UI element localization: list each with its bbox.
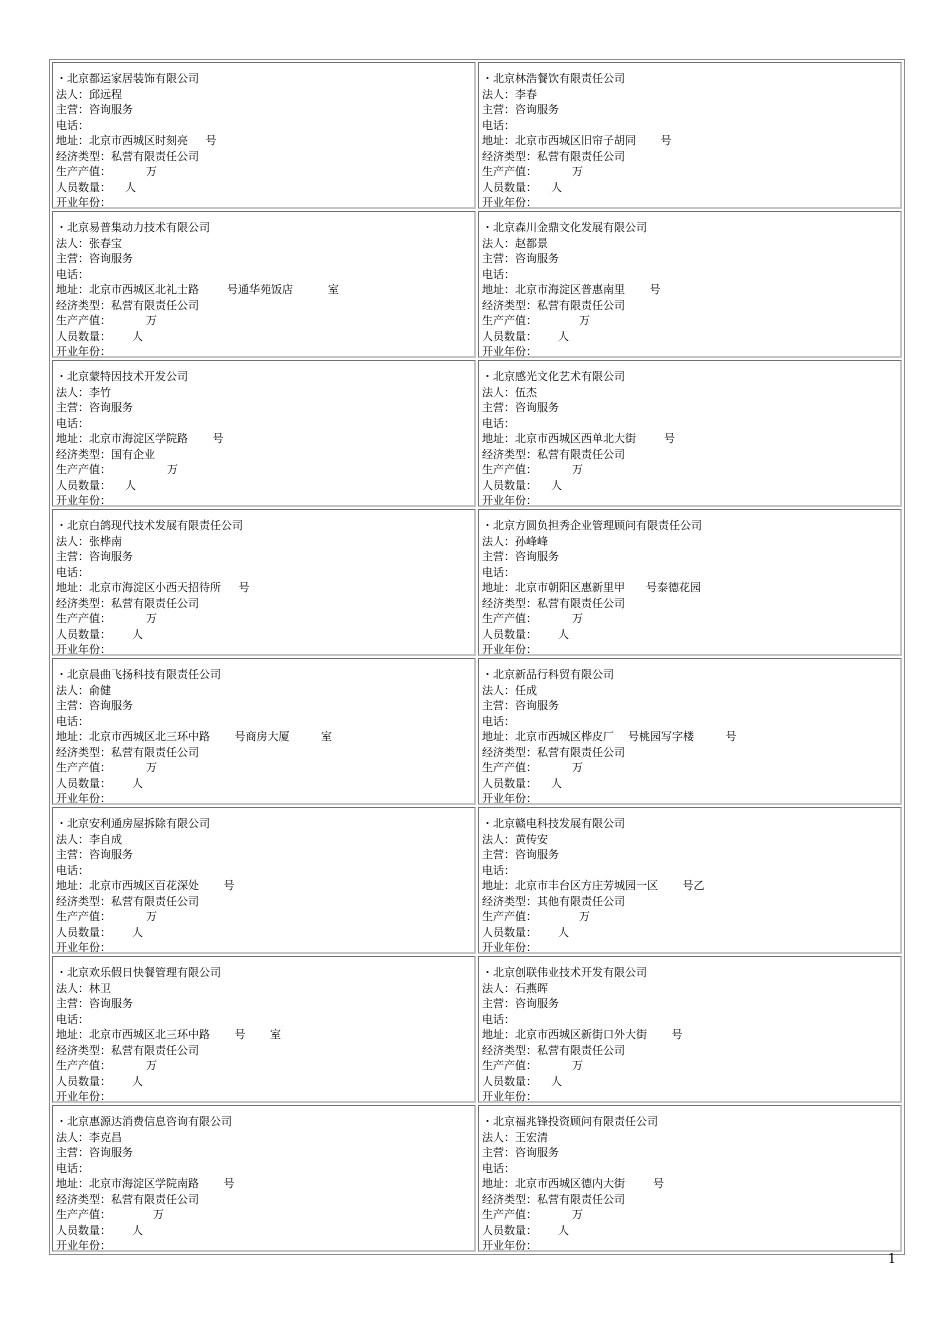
economic-type: 经济类型：私营有限责任公司 [56, 1043, 199, 1057]
page-number: 1 [887, 1252, 896, 1267]
legal-person: 法人：李克昌 [56, 1130, 122, 1144]
phone: 电话： [482, 863, 515, 877]
staff-count: 人员数量： 人 [56, 329, 143, 343]
economic-type: 经济类型：私营有限责任公司 [482, 298, 625, 312]
company-name: ・北京赣电科技发展有限公司 [482, 817, 625, 830]
opening-year: 开业年份： [56, 196, 111, 209]
legal-person: 法人：赵都景 [482, 236, 548, 250]
production-output: 生产产值： 万 [56, 761, 157, 774]
main-business: 主营：咨询服务 [482, 401, 559, 414]
staff-count: 人员数量： 人 [482, 180, 562, 194]
economic-type: 经济类型：私营有限责任公司 [56, 149, 199, 163]
opening-year: 开业年份： [482, 1239, 537, 1252]
production-output: 生产产值： 万 [482, 314, 590, 327]
economic-type: 经济类型：私营有限责任公司 [482, 149, 625, 163]
phone: 电话： [56, 863, 89, 877]
opening-year: 开业年份： [56, 643, 111, 656]
main-business: 主营：咨询服务 [56, 103, 133, 116]
legal-person: 法人：孙峰峰 [482, 534, 548, 548]
economic-type: 经济类型：私营有限责任公司 [56, 1192, 199, 1206]
phone: 电话： [482, 267, 515, 281]
company-entry [52, 62, 476, 209]
company-entry [478, 360, 902, 507]
legal-person: 法人：邱远程 [56, 87, 122, 101]
staff-count: 人员数量： 人 [56, 180, 136, 194]
staff-count: 人员数量： 人 [482, 478, 562, 492]
phone: 电话： [56, 1161, 89, 1175]
staff-count: 人员数量： 人 [482, 776, 562, 790]
address: 地址：北京市西城区时刻亮 号 [56, 134, 217, 147]
phone: 电话： [56, 118, 89, 132]
company-name: ・北京惠源达消费信息咨询有限公司 [56, 1115, 232, 1128]
company-entry [478, 211, 902, 358]
company-entry [478, 509, 902, 656]
phone: 电话： [482, 118, 515, 132]
production-output: 生产产值： 万 [56, 1208, 164, 1221]
address: 地址：北京市西城区德内大街 号 [482, 1177, 664, 1190]
economic-type: 经济类型：私营有限责任公司 [56, 894, 199, 908]
main-business: 主营：咨询服务 [56, 997, 133, 1010]
economic-type: 经济类型：国有企业 [56, 447, 155, 461]
company-name: ・北京欢乐假日快餐管理有限公司 [56, 966, 221, 979]
opening-year: 开业年份： [482, 1090, 537, 1103]
company-name: ・北京晨曲飞扬科技有限责任公司 [56, 668, 221, 681]
economic-type: 经济类型：私营有限责任公司 [482, 1192, 625, 1206]
table-row [51, 210, 903, 359]
phone: 电话： [56, 565, 89, 579]
address: 地址：北京市海淀区学院南路 号 [56, 1177, 235, 1190]
staff-count: 人员数量： 人 [56, 925, 143, 939]
opening-year: 开业年份： [56, 345, 111, 358]
staff-count: 人员数量： 人 [56, 627, 143, 641]
company-entry [478, 956, 902, 1103]
production-output: 生产产值： 万 [482, 1059, 583, 1072]
address: 地址：北京市西城区旧帘子胡同 号 [482, 134, 672, 147]
production-output: 生产产值： 万 [482, 1208, 583, 1221]
company-entry [478, 807, 902, 954]
opening-year: 开业年份： [482, 792, 537, 805]
economic-type: 经济类型：私营有限责任公司 [482, 447, 625, 461]
staff-count: 人员数量： 人 [482, 925, 569, 939]
address: 地址：北京市西城区桦皮厂 号桃园写字楼 号 [482, 730, 737, 743]
production-output: 生产产值： 万 [56, 463, 178, 476]
legal-person: 法人：任成 [482, 683, 537, 697]
production-output: 生产产值： 万 [56, 910, 157, 923]
legal-person: 法人：王宏清 [482, 1130, 548, 1144]
staff-count: 人员数量： 人 [482, 329, 569, 343]
table-row [51, 1104, 903, 1253]
production-output: 生产产值： 万 [482, 910, 590, 923]
main-business: 主营：咨询服务 [56, 401, 133, 414]
address: 地址：北京市西城区新街口外大街 号 [482, 1028, 683, 1041]
company-name: ・北京感光文化艺术有限公司 [482, 370, 625, 383]
opening-year: 开业年份： [56, 941, 111, 954]
staff-count: 人员数量： 人 [56, 1074, 143, 1088]
company-entry [52, 956, 476, 1103]
phone: 电话： [56, 416, 89, 430]
economic-type: 经济类型：私营有限责任公司 [56, 298, 199, 312]
legal-person: 法人：李自成 [56, 832, 122, 846]
legal-person: 法人：俞健 [56, 683, 111, 697]
opening-year: 开业年份： [56, 494, 111, 507]
economic-type: 经济类型：私营有限责任公司 [482, 1043, 625, 1057]
production-output: 生产产值： 万 [482, 761, 583, 774]
company-name: ・北京易普集动力技术有限公司 [56, 221, 210, 234]
company-entry [52, 1105, 476, 1252]
company-name: ・北京森川金鼎文化发展有限公司 [482, 221, 647, 234]
legal-person: 法人：伍杰 [482, 385, 537, 399]
production-output: 生产产值： 万 [56, 314, 157, 327]
main-business: 主营：咨询服务 [482, 848, 559, 861]
company-entry [52, 211, 476, 358]
staff-count: 人员数量： 人 [56, 1223, 143, 1237]
company-name: ・北京新品行科贸有限公司 [482, 668, 614, 681]
address: 地址：北京市西城区北三环中路 号商房大厦 室 [56, 730, 332, 743]
company-entry [52, 658, 476, 805]
main-business: 主营：咨询服务 [482, 103, 559, 116]
company-name: ・北京方圆负担秀企业管理顾问有限责任公司 [482, 519, 702, 532]
address: 地址：北京市丰台区方庄芳城园一区 号乙 [482, 879, 705, 892]
main-business: 主营：咨询服务 [56, 550, 133, 563]
phone: 电话： [482, 416, 515, 430]
company-entry [52, 360, 476, 507]
economic-type: 经济类型：私营有限责任公司 [56, 596, 199, 610]
economic-type: 经济类型：私营有限责任公司 [56, 745, 199, 759]
production-output: 生产产值： 万 [56, 612, 157, 625]
legal-person: 法人：张桦南 [56, 534, 122, 548]
company-entry [478, 658, 902, 805]
main-business: 主营：咨询服务 [482, 997, 559, 1010]
phone: 电话： [56, 714, 89, 728]
address: 地址：北京市朝阳区惠新里甲 号泰德花园 [482, 581, 701, 594]
phone: 电话： [56, 267, 89, 281]
address: 地址：北京市西城区北礼士路 号通华苑饭店 室 [56, 283, 339, 296]
legal-person: 法人：李竹 [56, 385, 111, 399]
opening-year: 开业年份： [482, 643, 537, 656]
main-business: 主营：咨询服务 [56, 252, 133, 265]
table-row [51, 61, 903, 210]
company-entry [478, 62, 902, 209]
staff-count: 人员数量： 人 [56, 776, 143, 790]
staff-count: 人员数量： 人 [56, 478, 136, 492]
main-business: 主营：咨询服务 [482, 252, 559, 265]
legal-person: 法人：石燕晖 [482, 981, 548, 995]
legal-person: 法人：李春 [482, 87, 537, 101]
legal-person: 法人：黄传安 [482, 832, 548, 846]
opening-year: 开业年份： [56, 1239, 111, 1252]
main-business: 主营：咨询服务 [56, 848, 133, 861]
address: 地址：北京市海淀区学院路 号 [56, 432, 224, 445]
phone: 电话： [56, 1012, 89, 1026]
company-name: ・北京福兆锋投资顾问有限责任公司 [482, 1115, 658, 1128]
opening-year: 开业年份： [482, 494, 537, 507]
production-output: 生产产值： 万 [482, 612, 583, 625]
staff-count: 人员数量： 人 [482, 1223, 569, 1237]
company-name: ・北京白鸽现代技术发展有限责任公司 [56, 519, 243, 532]
address: 地址：北京市西城区西单北大街 号 [482, 432, 675, 445]
address: 地址：北京市西城区百花深处 号 [56, 879, 235, 892]
company-entry [52, 807, 476, 954]
production-output: 生产产值： 万 [482, 165, 583, 178]
company-name: ・北京安利通房屋拆除有限公司 [56, 817, 210, 830]
address: 地址：北京市西城区北三环中路 号 室 [56, 1028, 281, 1041]
production-output: 生产产值： 万 [56, 1059, 157, 1072]
opening-year: 开业年份： [482, 196, 537, 209]
table-row [51, 657, 903, 806]
main-business: 主营：咨询服务 [482, 699, 559, 712]
main-business: 主营：咨询服务 [56, 1146, 133, 1159]
phone: 电话： [482, 1161, 515, 1175]
opening-year: 开业年份： [56, 792, 111, 805]
production-output: 生产产值： 万 [56, 165, 157, 178]
address: 地址：北京市海淀区普惠南里 号 [482, 283, 661, 296]
address: 地址：北京市海淀区小西天招待所 号 [56, 581, 250, 594]
legal-person: 法人：张春宝 [56, 236, 122, 250]
table-row [51, 359, 903, 508]
phone: 电话： [482, 1012, 515, 1026]
table-row [51, 508, 903, 657]
opening-year: 开业年份： [56, 1090, 111, 1103]
table-row [51, 955, 903, 1104]
production-output: 生产产值： 万 [482, 463, 583, 476]
company-name: ・北京都运家居装饰有限公司 [56, 72, 199, 85]
staff-count: 人员数量： 人 [482, 627, 569, 641]
company-name: ・北京林浩餐饮有限责任公司 [482, 72, 625, 85]
company-name: ・北京创联伟业技术开发有限公司 [482, 966, 647, 979]
opening-year: 开业年份： [482, 345, 537, 358]
company-name: ・北京蒙特因技术开发公司 [56, 370, 188, 383]
legal-person: 法人：林卫 [56, 981, 111, 995]
main-business: 主营：咨询服务 [482, 1146, 559, 1159]
main-business: 主营：咨询服务 [56, 699, 133, 712]
phone: 电话： [482, 714, 515, 728]
phone: 电话： [482, 565, 515, 579]
staff-count: 人员数量： 人 [482, 1074, 562, 1088]
company-entry [478, 1105, 902, 1252]
table-row [51, 806, 903, 955]
economic-type: 经济类型：私营有限责任公司 [482, 745, 625, 759]
opening-year: 开业年份： [482, 941, 537, 954]
economic-type: 经济类型：私营有限责任公司 [482, 596, 625, 610]
company-entry [52, 509, 476, 656]
main-business: 主营：咨询服务 [482, 550, 559, 563]
company-directory-table [49, 59, 905, 1255]
economic-type: 经济类型：其他有限责任公司 [482, 894, 625, 908]
